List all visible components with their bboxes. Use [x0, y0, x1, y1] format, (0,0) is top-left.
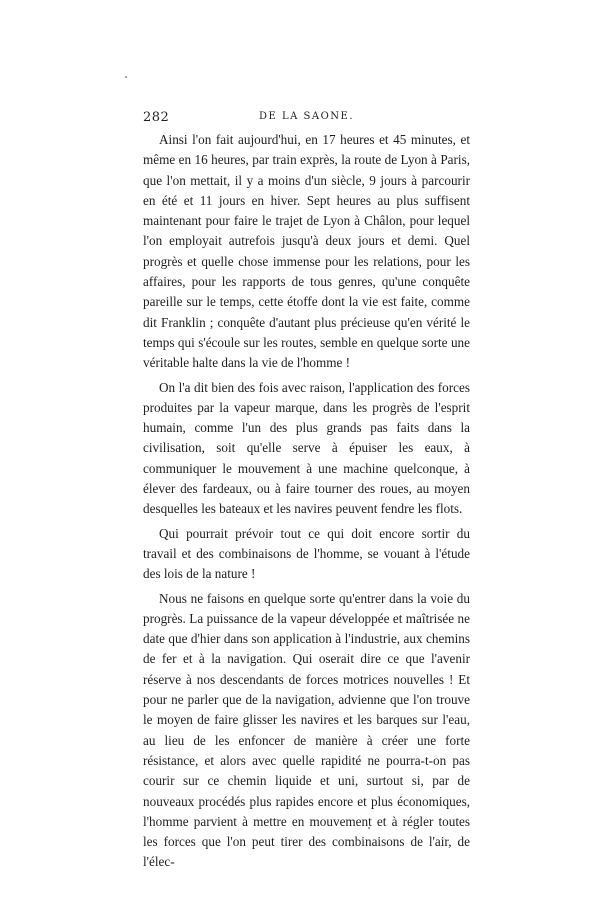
page-number: 282 [143, 110, 170, 125]
paragraph-future-labour: Qui pourrait prévoir tout ce qui doit encore sortir du travail et des combinaisons de l'homme, se vouant à l'étude des lois de la nature ! [143, 525, 470, 582]
running-head: DE LA SAONE. [258, 111, 355, 122]
page-speck-top [125, 76, 127, 78]
paragraph-progress: Nous ne faisons en quelque sorte qu'entrer dans la voie du progrès. La puissance de la vapeur développée et maîtrisée ne date que d'hier dans son application à l'industrie, aux chemins de fer et à la navigation. Qui oserait dire ce que l'avenir réserve à nos descendants de forces motrices nouvelles ! Et pour ne parler que de la navigation, advienne que l'on trouve le moyen de faire glisser les navires et les barques sur l'eau, au lieu de les enfoncer de manière à créer une forte résistance, et alors avec quelle rapidité ne pourra-t-on pas courir sur ce chemin liquide et uni, surtout si, par de nouveaux procédés plus rapides encore et plus économiques, l'homme parvient à mettre en mouvement et à régler toutes les forces que l'on peut tirer des combinaisons de l'air, de l'élec- [143, 590, 470, 870]
paragraph-travel-time: Ainsi l'on fait aujourd'hui, en 17 heures et 45 minutes, et même en 16 heures, par train exprès, la route de Lyon à Paris, que l'on mettait, il y a moins d'un siècle, 9 jours à parcourir en été et 11 jours en hiver. Sept heures au plus suffisent maintenant pour faire le trajet de Lyon à Châlon, pour lequel l'on employait autrefois jusqu'à deux jours et demi. Quel progrès et quelle chose immense pour les relations, pour les affaires, pour les rapports de tous genres, qu'une conquête pareille sur le temps, cette étoffe dont la vie est faite, comme dit Franklin ; conquête d'autant plus précieuse qu'en vérité le temps qui s'écoule sur les routes, semble en quelque sorte une véritable halte dans la vie de l'homme ! [143, 132, 470, 371]
paragraph-steam-power: On l'a dit bien des fois avec raison, l'application des forces produites par la vapeur marque, dans les progrès de l'esprit humain, comme l'un des plus grands pas faits dans la civilisation, soit qu'elle serve à épuiser les eaux, à communiquer le mouvement à une machine quelconque, à élever des fardeaux, ou à faire tourner des roues, au moyen desquelles les bateaux et les navires peuvent fendre les flots. [143, 379, 470, 517]
page-header [143, 110, 470, 128]
body-text [143, 130, 470, 877]
